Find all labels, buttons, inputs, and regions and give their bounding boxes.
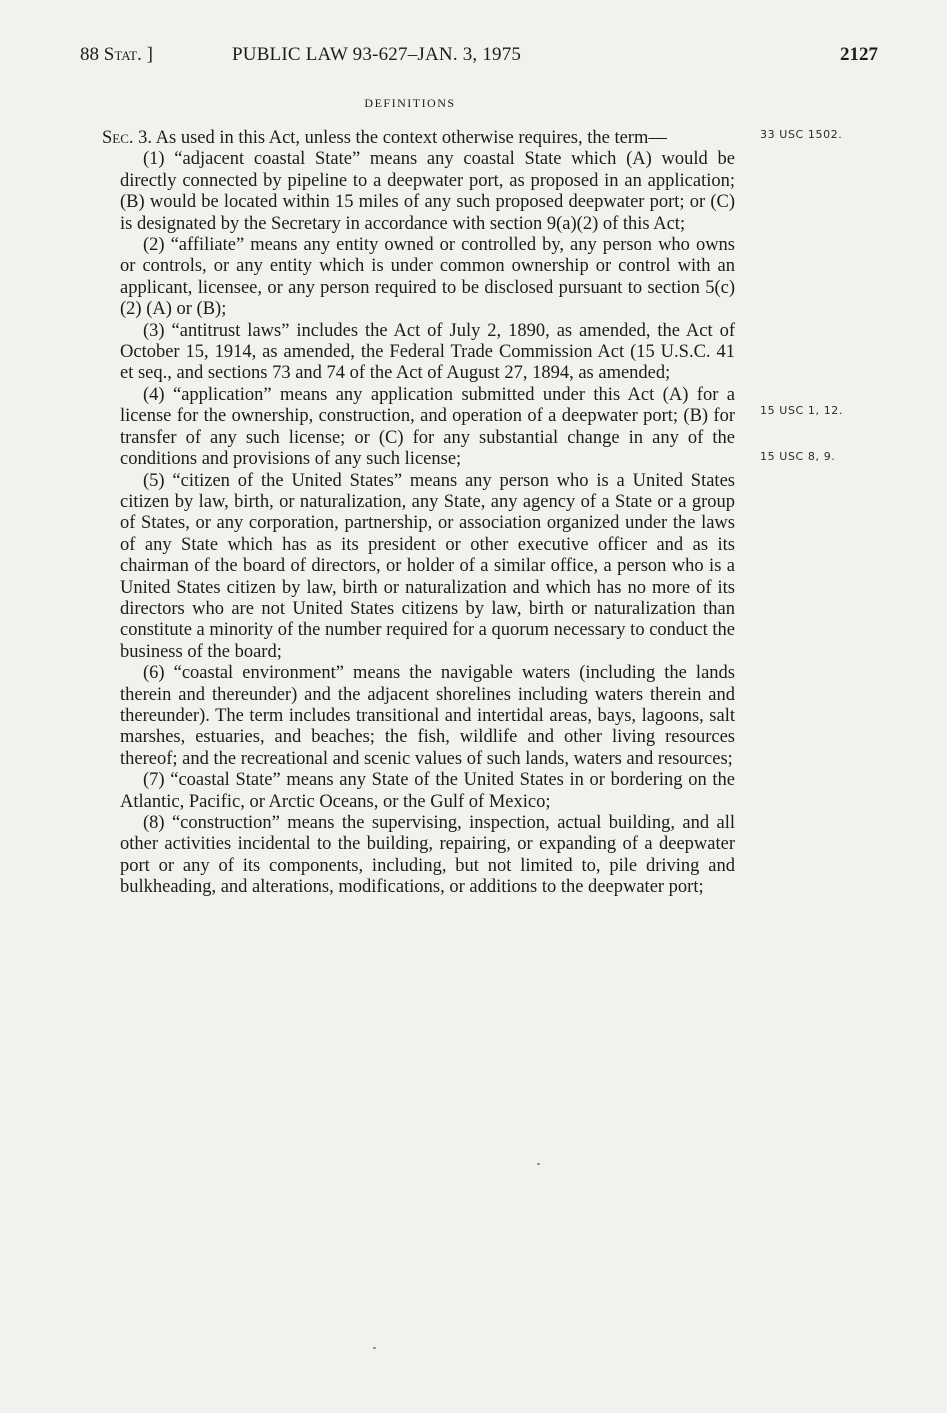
statute-volume: 88 Stat. ] bbox=[80, 44, 153, 65]
section-intro-text: 3. As used in this Act, unless the context otherwise requires, the term— bbox=[133, 128, 667, 148]
definition-4: (4) “application” means any application submitted under this Act (A) for a license for the ownership, construction, and operation of a deepwater port; (B) for transfer of any such license; or (C) for any substantial change in any of the conditions and provisions of any such license; bbox=[120, 384, 735, 470]
definition-2: (2) “affiliate” means any entity owned or controlled by, any person who owns or controls, or any entity which is under common ownership or control with an applicant, licensee, or any person required to be disclosed pursuant to section 5(c)(2) (A) or (B); bbox=[120, 235, 735, 320]
definition-5: (5) “citizen of the United States” means any person who is a United States citizen by law, birth, or naturalization, any State, any agency of a State or a group of States, or any corporation, partnership, or association organized under the laws of any State which has as its president or other executive officer and as its chairman of the board of directors, or holder of a similar office, a person who is a United States citizen by law, birth or naturalization and which has no more of its directors who are not United States citizens by law, birth or naturalization than constitute a minority of the number required for a quorum necessary to conduct the business of the board; bbox=[120, 470, 735, 662]
definition-6: (6) “coastal environment” means the navigable waters (including the lands therein and thereunder) and the adjacent shorelines including waters therein and thereunder). The term includes transitional and intertidal areas, bays, lagoons, salt marshes, estuaries, and beaches; the fish, wildlife and other living resources thereof; and the recreational and scenic values of such lands, waters and resources; bbox=[120, 663, 735, 769]
definition-8: (8) “construction” means the supervising, inspection, actual building, and all other activities incidental to the building, repairing, or expanding of a deepwater port or any of its components, including, but not limited to, pile driving and bulkheading, and alterations, modifications, or additions to the deepwater port; bbox=[120, 813, 735, 898]
margin-citation: 15 USC 1, 12. bbox=[760, 404, 843, 417]
running-head: PUBLIC LAW 93-627–JAN. 3, 1975 bbox=[232, 44, 522, 65]
section-label: Sec. bbox=[102, 128, 134, 148]
definition-7: (7) “coastal State” means any State of the United States in or bordering on the Atlantic, Pacific, or Arctic Oceans, or the Gulf of Mexico; bbox=[120, 770, 735, 812]
paper-speck bbox=[373, 1347, 376, 1349]
paper-speck bbox=[537, 1163, 540, 1165]
section-heading: DEFINITIONS bbox=[364, 96, 456, 110]
page-header bbox=[80, 44, 880, 74]
margin-citation: 15 USC 8, 9. bbox=[760, 450, 836, 463]
margin-citation: 33 USC 1502. bbox=[760, 128, 843, 141]
page-number: 2127 bbox=[840, 44, 878, 65]
section-intro bbox=[80, 128, 735, 149]
section-body bbox=[80, 128, 735, 899]
definition-3: (3) “antitrust laws” includes the Act of July 2, 1890, as amended, the Act of October 15, 1914, as amended, the Federal Trade Commission Act (15 U.S.C. 41 et seq., and sections 73 and 74 of the Act of August 27, 1894, as amended; bbox=[120, 320, 735, 384]
definition-1: (1) “adjacent coastal State” means any coastal State which (A) would be directly connected by pipeline to a deepwater port, as proposed in an application; (B) would be located within 15 miles of any such proposed deepwater port; or (C) is designated by the Secretary in accordance with section 9(a)(2) of this Act; bbox=[120, 149, 735, 234]
